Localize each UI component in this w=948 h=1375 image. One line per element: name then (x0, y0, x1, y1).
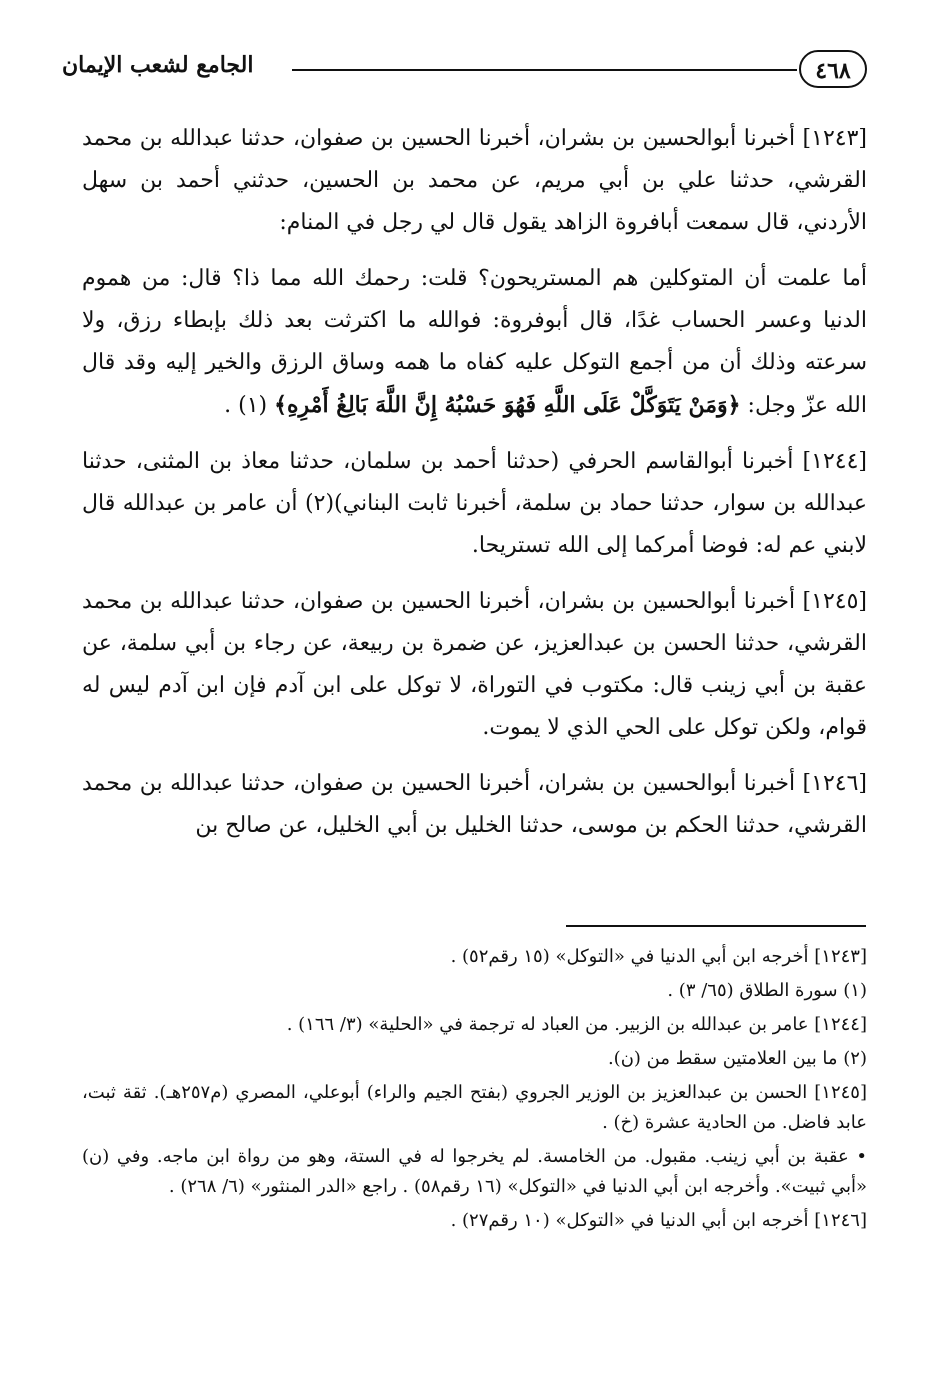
footnote-rule (566, 925, 866, 927)
footnote-1245: [١٢٤٥] الحسن بن عبدالعزيز بن الوزير الجروي (بفتح الجيم والراء) أبوعلي، المصري (م٢٥٧هـ). ثقة ثبت، عابد فاضل. من الحادية عشرة (خ) . (82, 1082, 867, 1133)
paragraph-dream-text: أما علمت أن المتوكلين هم المستريحون؟ قلت: رحمك الله مما ذا؟ قال: من هموم الدنيا وعسر الحساب غدًا، قال أبوفروة: فوالله ما اكترثت بعد ذلك بإبطاء رزق، ولا سرعته وذلك أن من أجمع التوكل عليه كفاه ما همه وساق الرزق والخير إليه وقد قال الله عزّ وجل: (82, 266, 867, 418)
paragraph-1246: [١٢٤٦] أخبرنا أبوالحسين بن بشران، أخبرنا الحسين بن صفوان، حدثنا عبدالله بن محمد القرشي، حدثنا الحكم بن موسى، حدثنا الخليل بن أبي الخليل، عن صالح بن (82, 771, 867, 838)
main-text (82, 118, 867, 861)
footnote-1: (١) سورة الطلاق (٦٥/ ٣) . (667, 980, 867, 1001)
footnote-2: (٢) ما بين العلامتين سقط من (ن). (607, 1048, 867, 1069)
paragraph-1244: [١٢٤٤] أخبرنا أبوالقاسم الحرفي (حدثنا أحمد بن سلمان، حدثنا معاذ بن المثنى، حدثنا عبدالله بن سوار، حدثنا حماد بن سلمة، أخبرنا ثابت البناني)(٢) أن عامر بن عبدالله قال لابني عم له: فوضا أمركما إلى الله تستريحا. (82, 449, 867, 558)
page-header (62, 48, 867, 92)
footnotes (82, 942, 867, 1240)
footnote-1245-bullet: • عقبة بن أبي زينب. مقبول. من الخامسة. لم يخرجوا له في الستة، وهو من رواة ابن ماجه. وفي (ن) «أبي ثبيت». وأخرجه ابن أبي الدنيا في «التوكل» (١٦ رقم٥٨) . راجع «الدر المنثور» (٦/ ٢٦٨) . (82, 1146, 867, 1197)
book-title: الجامع لشعب الإيمان (62, 52, 254, 78)
paragraph-1243: [١٢٤٣] أخبرنا أبوالحسين بن بشران، أخبرنا الحسين بن صفوان، حدثنا عبدالله بن محمد القرشي، حدثنا علي بن أبي مريم، عن محمد بن الحسين، حدثني أحمد بن سهل الأردني، قال سمعت أبافروة الزاهد يقول قال لي رجل في المنام: (82, 126, 867, 235)
paragraph-dream-end: (١) . (224, 393, 268, 418)
footnote-1244: [١٢٤٤] عامر بن عبدالله بن الزبير. من العباد له ترجمة في «الحلية» (٣/ ١٦٦) . (286, 1014, 867, 1035)
footnote-1243: [١٢٤٣] أخرجه ابن أبي الدنيا في «التوكل» (١٥ رقم٥٢) . (450, 946, 867, 967)
page-number: ٤٦٨ (799, 50, 867, 88)
header-rule (292, 69, 797, 71)
paragraph-1245: [١٢٤٥] أخبرنا أبوالحسين بن بشران، أخبرنا الحسين بن صفوان، حدثنا عبدالله بن محمد القرشي، حدثنا الحسن بن عبدالعزيز، عن ضمرة بن ربيعة، عن رجاء بن أبي سلمة، عن عقبة بن أبي زينب قال: مكتوب في التوراة، لا توكل على ابن آدم فإن ابن آدم ليس له قوام، ولكن توكل على الحي الذي لا يموت. (82, 589, 867, 740)
footnote-1246: [١٢٤٦] أخرجه ابن أبي الدنيا في «التوكل» (١٠ رقم٢٧) . (450, 1210, 867, 1231)
quran-quote: ﴿وَمَنْ يَتَوَكَّلْ عَلَى اللَّهِ فَهُوَ حَسْبُهُ إِنَّ اللَّهَ بَالِغُ أَمْرِهِ﴾ (274, 392, 741, 418)
paragraph-dream (82, 258, 867, 427)
